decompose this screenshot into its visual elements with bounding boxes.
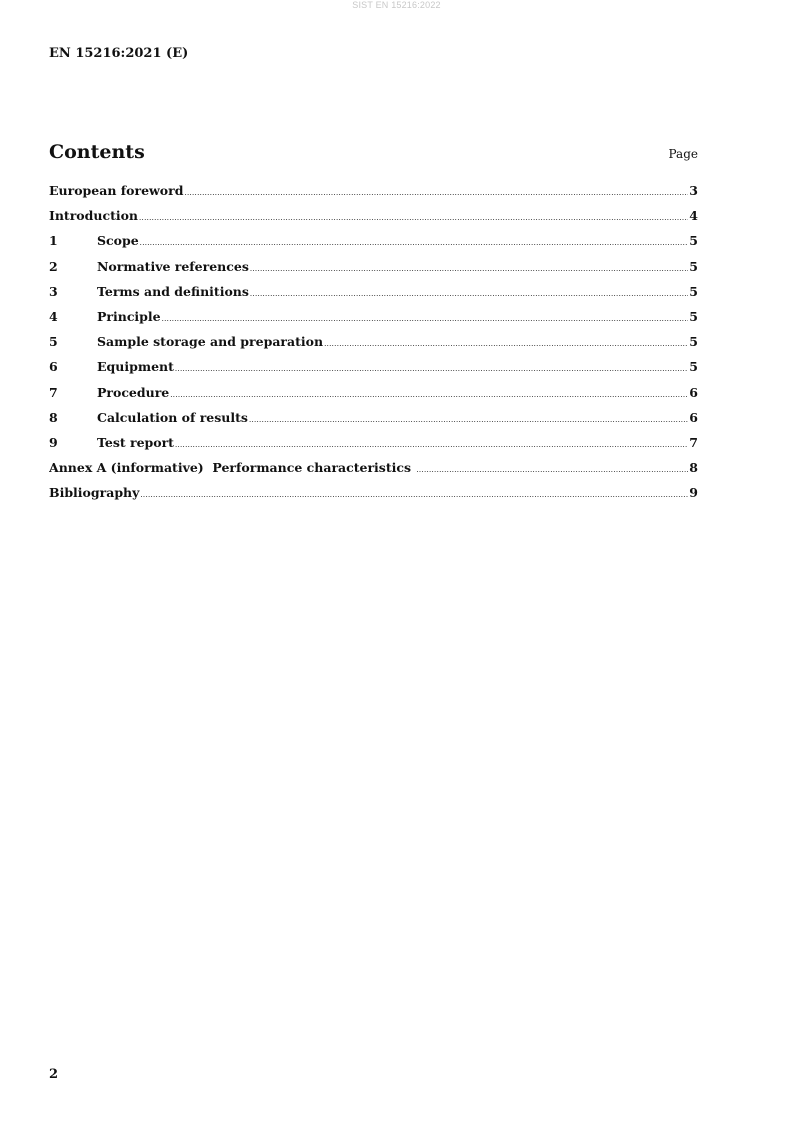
toc-entry-test-report[interactable] [49, 435, 698, 460]
toc-entry-title: Equipment [97, 359, 174, 375]
toc-entry-page: 7 [689, 434, 698, 450]
toc-dot-leader [175, 441, 688, 449]
toc-entry-bibliography[interactable] [49, 485, 698, 510]
page-number: 2 [49, 1067, 59, 1082]
toc-entry-title: European foreword [49, 183, 184, 198]
toc-entry-title: Normative references [97, 258, 249, 274]
toc-entry-title: Sample storage and preparation [97, 334, 324, 350]
toc-entry-title: Scope [97, 233, 139, 249]
toc-dot-leader [249, 416, 688, 424]
toc-entry-equipment[interactable] [49, 359, 698, 384]
toc-dot-leader [324, 340, 688, 348]
toc-entry-number: 5 [49, 334, 58, 350]
toc-dot-leader [175, 365, 688, 373]
toc-entry-page: 5 [689, 283, 698, 299]
page-column-label: Page [668, 147, 698, 161]
toc-dot-leader [184, 189, 688, 197]
toc-dot-leader [162, 315, 689, 323]
toc-entry-title: Principle [97, 308, 161, 324]
toc-entry-annex-a[interactable] [49, 460, 698, 485]
toc-entry-number: 4 [49, 308, 58, 324]
toc-entry-principle[interactable] [49, 309, 698, 334]
watermark: SIST EN 15216:2022 [352, 0, 441, 10]
toc-entry-normative-references[interactable] [49, 259, 698, 284]
toc-entry-title: Calculation of results [97, 409, 248, 425]
toc-entry-european-foreword[interactable] [49, 183, 698, 208]
toc-entry-title: Annex A (informative) Performance characteristics [49, 460, 416, 476]
toc-dot-leader [170, 391, 688, 399]
toc-entry-page: 4 [689, 208, 698, 224]
toc-entry-page: 5 [689, 308, 698, 324]
contents-header [49, 141, 698, 167]
toc-entry-sample-storage-and-preparation[interactable] [49, 334, 698, 359]
toc-entry-calculation-of-results[interactable] [49, 410, 698, 435]
toc-dot-leader [416, 466, 688, 474]
toc-entry-page: 5 [689, 359, 698, 375]
toc-entry-procedure[interactable] [49, 385, 698, 410]
toc-dot-leader [250, 265, 688, 273]
toc-entry-title: Bibliography [49, 485, 140, 501]
toc-entry-page: 5 [689, 233, 698, 249]
toc-entry-title: Procedure [97, 384, 170, 400]
toc-entry-title: Introduction [49, 208, 139, 224]
contents-title: Contents [49, 141, 145, 163]
toc-entry-number: 2 [49, 258, 58, 274]
toc-entry-terms-and-definitions[interactable] [49, 284, 698, 309]
toc-entry-title: Test report [97, 434, 174, 450]
toc-entry-number: 7 [49, 384, 58, 400]
toc-entry-scope[interactable] [49, 233, 698, 258]
toc-dot-leader [140, 239, 689, 247]
toc-entry-number: 3 [49, 283, 58, 299]
toc-entry-number: 1 [49, 233, 58, 249]
toc-entry-number: 9 [49, 434, 58, 450]
toc-entry-page: 9 [689, 485, 698, 501]
toc-dot-leader [139, 214, 688, 222]
toc-entry-page: 6 [689, 409, 698, 425]
toc-entry-number: 8 [49, 409, 58, 425]
toc-entry-number: 6 [49, 359, 58, 375]
toc-dot-leader [140, 491, 688, 499]
document-identifier: EN 15216:2021 (E) [49, 46, 189, 61]
toc-entry-page: 8 [689, 460, 698, 476]
toc-entry-page: 6 [689, 384, 698, 400]
table-of-contents [49, 183, 698, 510]
toc-entry-page: 5 [689, 258, 698, 274]
toc-entry-title: Terms and definitions [97, 283, 249, 299]
toc-entry-page: 5 [689, 334, 698, 350]
toc-entry-page: 3 [689, 183, 698, 198]
toc-dot-leader [250, 290, 688, 298]
toc-entry-introduction[interactable] [49, 208, 698, 233]
